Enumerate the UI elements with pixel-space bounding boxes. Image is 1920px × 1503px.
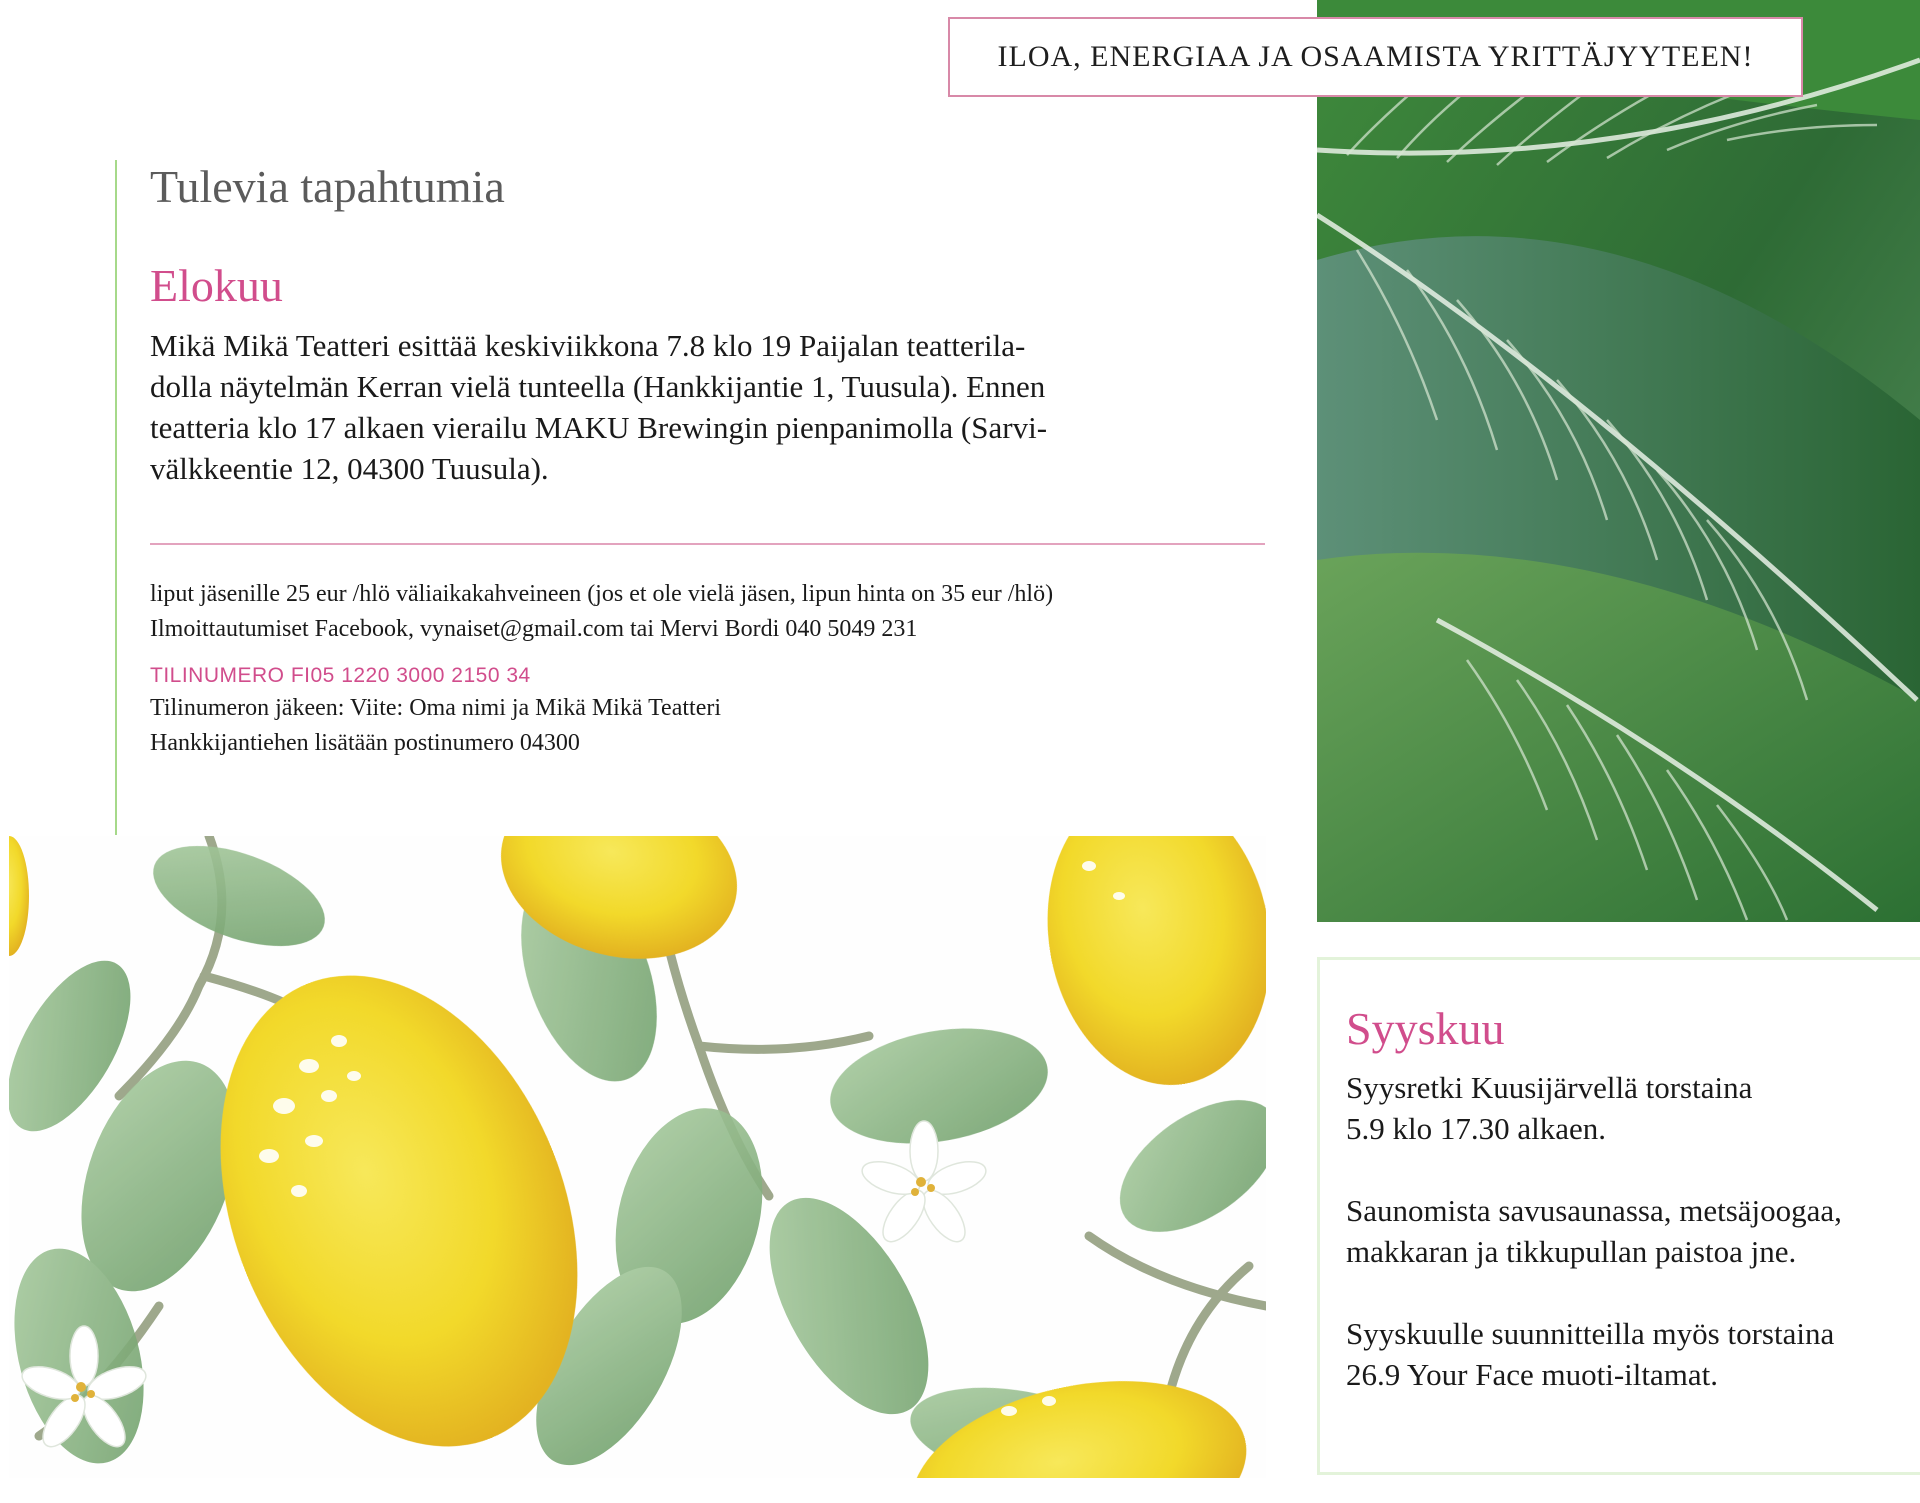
september-event-description (1346, 1067, 1916, 1436)
postal-note: Hankkijantiehen lisätään postinumero 04300 (150, 730, 580, 756)
account-number: TILINUMERO FI05 1220 3000 2150 34 (150, 664, 531, 687)
september-text-line: 5.9 klo 17.30 alkaen. (1346, 1111, 1607, 1146)
august-event-info (150, 577, 1270, 761)
september-text-line: Syysretki Kuusijärvellä torstaina (1346, 1070, 1753, 1105)
ticket-prices: liput jäsenille 25 eur /hlö väliaikakahveineen (jos et ole vielä jäsen, lipun hinta on 35 eur /hlö) (150, 581, 1054, 607)
account-reference: Tilinumeron jäkeen: Viite: Oma nimi ja Mikä Mikä Teatteri (150, 695, 722, 721)
september-text-line: makkaran ja tikkupullan paistoa jne. (1346, 1234, 1797, 1269)
september-section (1317, 957, 1920, 1475)
month-heading-august: Elokuu (150, 260, 283, 311)
august-text-line: teatteria klo 17 alkaen vierailu MAKU Brewingin pienpanimolla (Sarvi- (150, 410, 1048, 445)
september-paragraph (1346, 1190, 1916, 1272)
august-text-line: Mikä Mikä Teatteri esittää keskiviikkona 7.8 klo 19 Paijalan teatterila- (150, 328, 1026, 363)
september-text-line: 26.9 Your Face muoti-iltamat. (1346, 1357, 1718, 1392)
month-heading-september: Syyskuu (1346, 1003, 1505, 1054)
september-text-line: Saunomista savusaunassa, metsäjoogaa, (1346, 1193, 1842, 1228)
september-paragraph (1346, 1067, 1916, 1149)
leaf-photo (1317, 0, 1920, 922)
august-event-description (150, 325, 1290, 489)
upcoming-events-section (115, 160, 1267, 835)
section-divider (150, 543, 1265, 545)
lemon-illustration (9, 836, 1266, 1478)
registration-info: Ilmoittautumiset Facebook, vynaiset@gmail.com tai Mervi Bordi 040 5049 231 (150, 616, 918, 642)
august-text-line: välkkeentie 12, 04300 Tuusula). (150, 451, 549, 486)
september-paragraph (1346, 1313, 1916, 1395)
september-text-line: Syyskuulle suunnitteilla myös torstaina (1346, 1316, 1835, 1351)
august-text-line: dolla näytelmän Kerran vielä tunteella (Hankkijantie 1, Tuusula). Ennen (150, 369, 1046, 404)
slogan-banner: ILOA, ENERGIAA JA OSAAMISTA YRITTÄJYYTEEN! (948, 17, 1803, 97)
events-title: Tulevia tapahtumia (150, 161, 505, 212)
